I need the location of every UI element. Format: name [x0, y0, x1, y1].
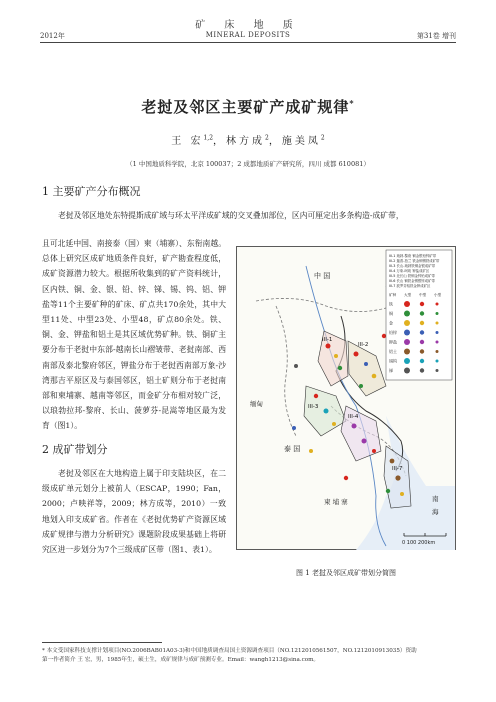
label-thailand: 泰 国: [284, 445, 301, 453]
metallogenic-belt-map: [236, 246, 456, 550]
deposit-marker: [372, 374, 377, 379]
deposit-marker: [338, 366, 342, 370]
affiliation: （1 中国地质科学院，北京 100037；2 成都地质矿产研究所，四川 成都 610081）: [126, 160, 370, 168]
legend-col-large: 大型: [404, 293, 412, 297]
label-south: 南: [432, 495, 439, 503]
deposit-marker: [314, 394, 318, 398]
legend-mineral-symbol: [420, 321, 424, 325]
author-3-affil: 2: [320, 134, 325, 142]
legend-mineral-symbol: [420, 330, 424, 334]
legend-col-small: 小型: [434, 293, 442, 297]
journal-name: 矿 床 地 质: [195, 20, 301, 31]
legend-mineral-name: 锡钨: [389, 358, 397, 364]
paper-title: [0, 96, 496, 117]
legend-zone: III-4 万象-呵叻 钾盐成矿区: [389, 269, 430, 273]
header-journal-en: MINERAL DEPOSITS: [205, 31, 291, 39]
legend-zone: III-7 波罗芬铝铁金钾成矿区: [389, 284, 431, 288]
label-china: 中 国: [314, 272, 331, 280]
deposit-marker: [359, 384, 363, 388]
section-1-heading: 1 主要矿产分布概况: [42, 185, 141, 198]
label-iii-3: III-3: [308, 404, 319, 410]
label-iii-2: III-2: [358, 342, 369, 348]
legend-mineral-symbol: [404, 358, 410, 364]
deposit-marker: [400, 492, 404, 496]
section-2-heading: 2 成矿带划分: [42, 443, 108, 456]
deposit-marker: [334, 354, 338, 358]
legend-mineral-symbol: [404, 320, 410, 326]
author-1-affil: 1,2: [203, 134, 214, 142]
legend-mineral-name: 铁: [389, 301, 393, 307]
legend-mineral-symbol: [420, 340, 424, 344]
legend-mineral-name: 锑: [389, 368, 393, 373]
author-bio: 第一作者简介 王 宏，男，1985年生，硕士生，成矿规律与成矿预测专业。Email：wangh1213@sina.com。: [42, 657, 320, 663]
title-footnote-mark: *: [349, 98, 355, 108]
author-separator: ，: [213, 136, 227, 147]
deposit-marker: [352, 424, 357, 429]
legend-mineral-symbol: [420, 368, 424, 372]
figure-caption: 图 1 老挝及邻区成矿带划分简图: [296, 569, 396, 577]
legend-mineral-symbol: [404, 349, 410, 355]
legend-mineral-name: 铜: [389, 311, 393, 316]
legend-mineral-name: 铅锌: [389, 330, 397, 335]
legend-zone: III-3 长山-琅勃铁铜金银成矿带: [389, 264, 435, 268]
legend-mineral-symbol: [436, 350, 439, 353]
deposit-marker: [382, 334, 386, 338]
deposit-marker: [395, 475, 400, 480]
deposit-marker: [324, 409, 329, 414]
legend-mineral-symbol: [420, 311, 424, 315]
legend-mineral-symbol: [404, 368, 410, 374]
legend-zone: III-2 迦普-拍兰 铁金铜锡铁成矿带: [389, 259, 440, 263]
legend-mineral-name: 铝土: [389, 349, 397, 354]
author-1: 王 宏: [171, 136, 204, 147]
footnote-rule: [42, 642, 162, 643]
author-separator: ，: [268, 136, 282, 147]
author-list: [0, 132, 496, 147]
legend-zone: III-5 北长山 铁铜金锌铅成矿带: [389, 274, 435, 278]
deposit-marker: [344, 476, 348, 480]
deposit-marker: [309, 449, 313, 453]
header-rule: [40, 42, 456, 43]
legend-mineral-symbol: [436, 369, 439, 372]
label-iii-1: III-1: [322, 337, 333, 343]
map-legend: [386, 250, 452, 380]
footnote: [42, 647, 456, 665]
deposit-marker: [386, 489, 390, 493]
legend-mineral-symbol: [436, 312, 439, 315]
funding-note: * 本文受国家科技支撑计划项目(NO.2006BAB01A03-3)和中国地质调查局国土资源调查项目（NO.1212010561507，NO.1212010913035）资助: [42, 648, 417, 654]
deposit-marker: [354, 352, 359, 357]
label-iii-7: III-7: [392, 466, 403, 472]
deposit-marker: [292, 426, 296, 430]
deposit-marker: [362, 439, 367, 444]
section-2-paragraph: 老挝及邻区在大地构造上属于印支陆块区，在二级成矿单元划分上被前人（ESCAP，1990；Fan，2000；卢映祥等，2009；林方成等，2010）一致地划入印支成矿省。作者在《老挝优势矿产资源区域成矿规律与潜力分析研究》课题阶段成果基础上将研究区进一步划分为7个三级成矿区带（图1、表1）。: [42, 469, 226, 555]
legend-mineral-symbol: [404, 339, 410, 345]
deposit-marker: [332, 422, 336, 426]
author-2: 林方成: [226, 136, 266, 147]
label-cambodia: 柬 埔 寨: [324, 498, 348, 506]
legend-mineral-symbol: [420, 302, 424, 306]
scale-text: 0 100 200km: [402, 540, 436, 546]
author-2-affil: 2: [265, 134, 269, 142]
title-text: 老挝及邻区主要矿产成矿规律: [141, 98, 350, 116]
label-iii-4: III-4: [348, 414, 359, 420]
legend-col-mineral: 矿种: [389, 293, 397, 297]
legend-col-medium: 中型: [419, 293, 427, 297]
label-sea: 海: [432, 508, 439, 516]
legend-mineral-symbol: [436, 303, 439, 306]
header-year: 2012年: [40, 32, 65, 40]
legend-mineral-symbol: [404, 311, 410, 317]
deposit-marker: [294, 364, 298, 368]
legend-mineral-name: 金: [389, 320, 393, 326]
author-3: 施美凤: [281, 136, 321, 147]
legend-mineral-symbol: [420, 359, 424, 363]
legend-zone: III-1 琅勃-黎府 铜金银铅锌矿带: [389, 254, 437, 258]
deposit-marker: [372, 449, 376, 453]
legend-zone: III-6 长山 铜铁金锡银锌成矿带: [389, 279, 435, 283]
section-1-paragraph-body: 且可北延中国、南接泰（国）柬（埔寨）、东衔南越。总体上研究区成矿地质条件良好，矿产勘查程度低，成矿资源潜力较大。根据所收集到的矿产资料统计，区内铁、铜、金、银、铅、锌、锑、锡、钨、铝、钾盐等11个主要矿种的矿床、矿点共170余处，其中大型11处、中型23处、小型48，矿点80余处。铁、铜、金、钾盐和铝土是其区域优势矿种。铁、铜矿主要分布于老挝中东部-越南长山褶皱带、老挝南部、西南部及泰北黎府邻区，钾盐分布于老挝西南部万象-沙湾那吉平原区及与泰国邻区，铝土矿则分布于老挝南部和柬埔寨、越南等邻区，而金矿分布相对较广泛，以琅勃拉邦-黎府、长山、菠萝芬-昆嵩等地区最为发育（图1）。: [42, 239, 226, 431]
legend-mineral-symbol: [420, 349, 424, 353]
deposit-marker: [364, 362, 368, 366]
legend-mineral-symbol: [436, 331, 439, 334]
section-1-paragraph-lead: 老挝及邻区地处东特提斯成矿域与环太平洋成矿域的交叉叠加部位，区内可厘定出多条构造-成矿带，: [58, 211, 404, 220]
legend-mineral-symbol: [436, 360, 439, 363]
legend-mineral-symbol: [404, 330, 410, 336]
legend-mineral-symbol: [404, 301, 410, 307]
legend-mineral-name: 钾盐: [389, 339, 397, 345]
legend-mineral-symbol: [436, 341, 439, 344]
legend-mineral-symbol: [436, 322, 439, 325]
figure-map: [236, 246, 456, 550]
deposit-marker: [326, 344, 331, 349]
deposit-marker: [390, 459, 395, 464]
label-myanmar: 缅甸: [250, 400, 263, 408]
header-volume: 第31卷 增刊: [416, 32, 456, 40]
